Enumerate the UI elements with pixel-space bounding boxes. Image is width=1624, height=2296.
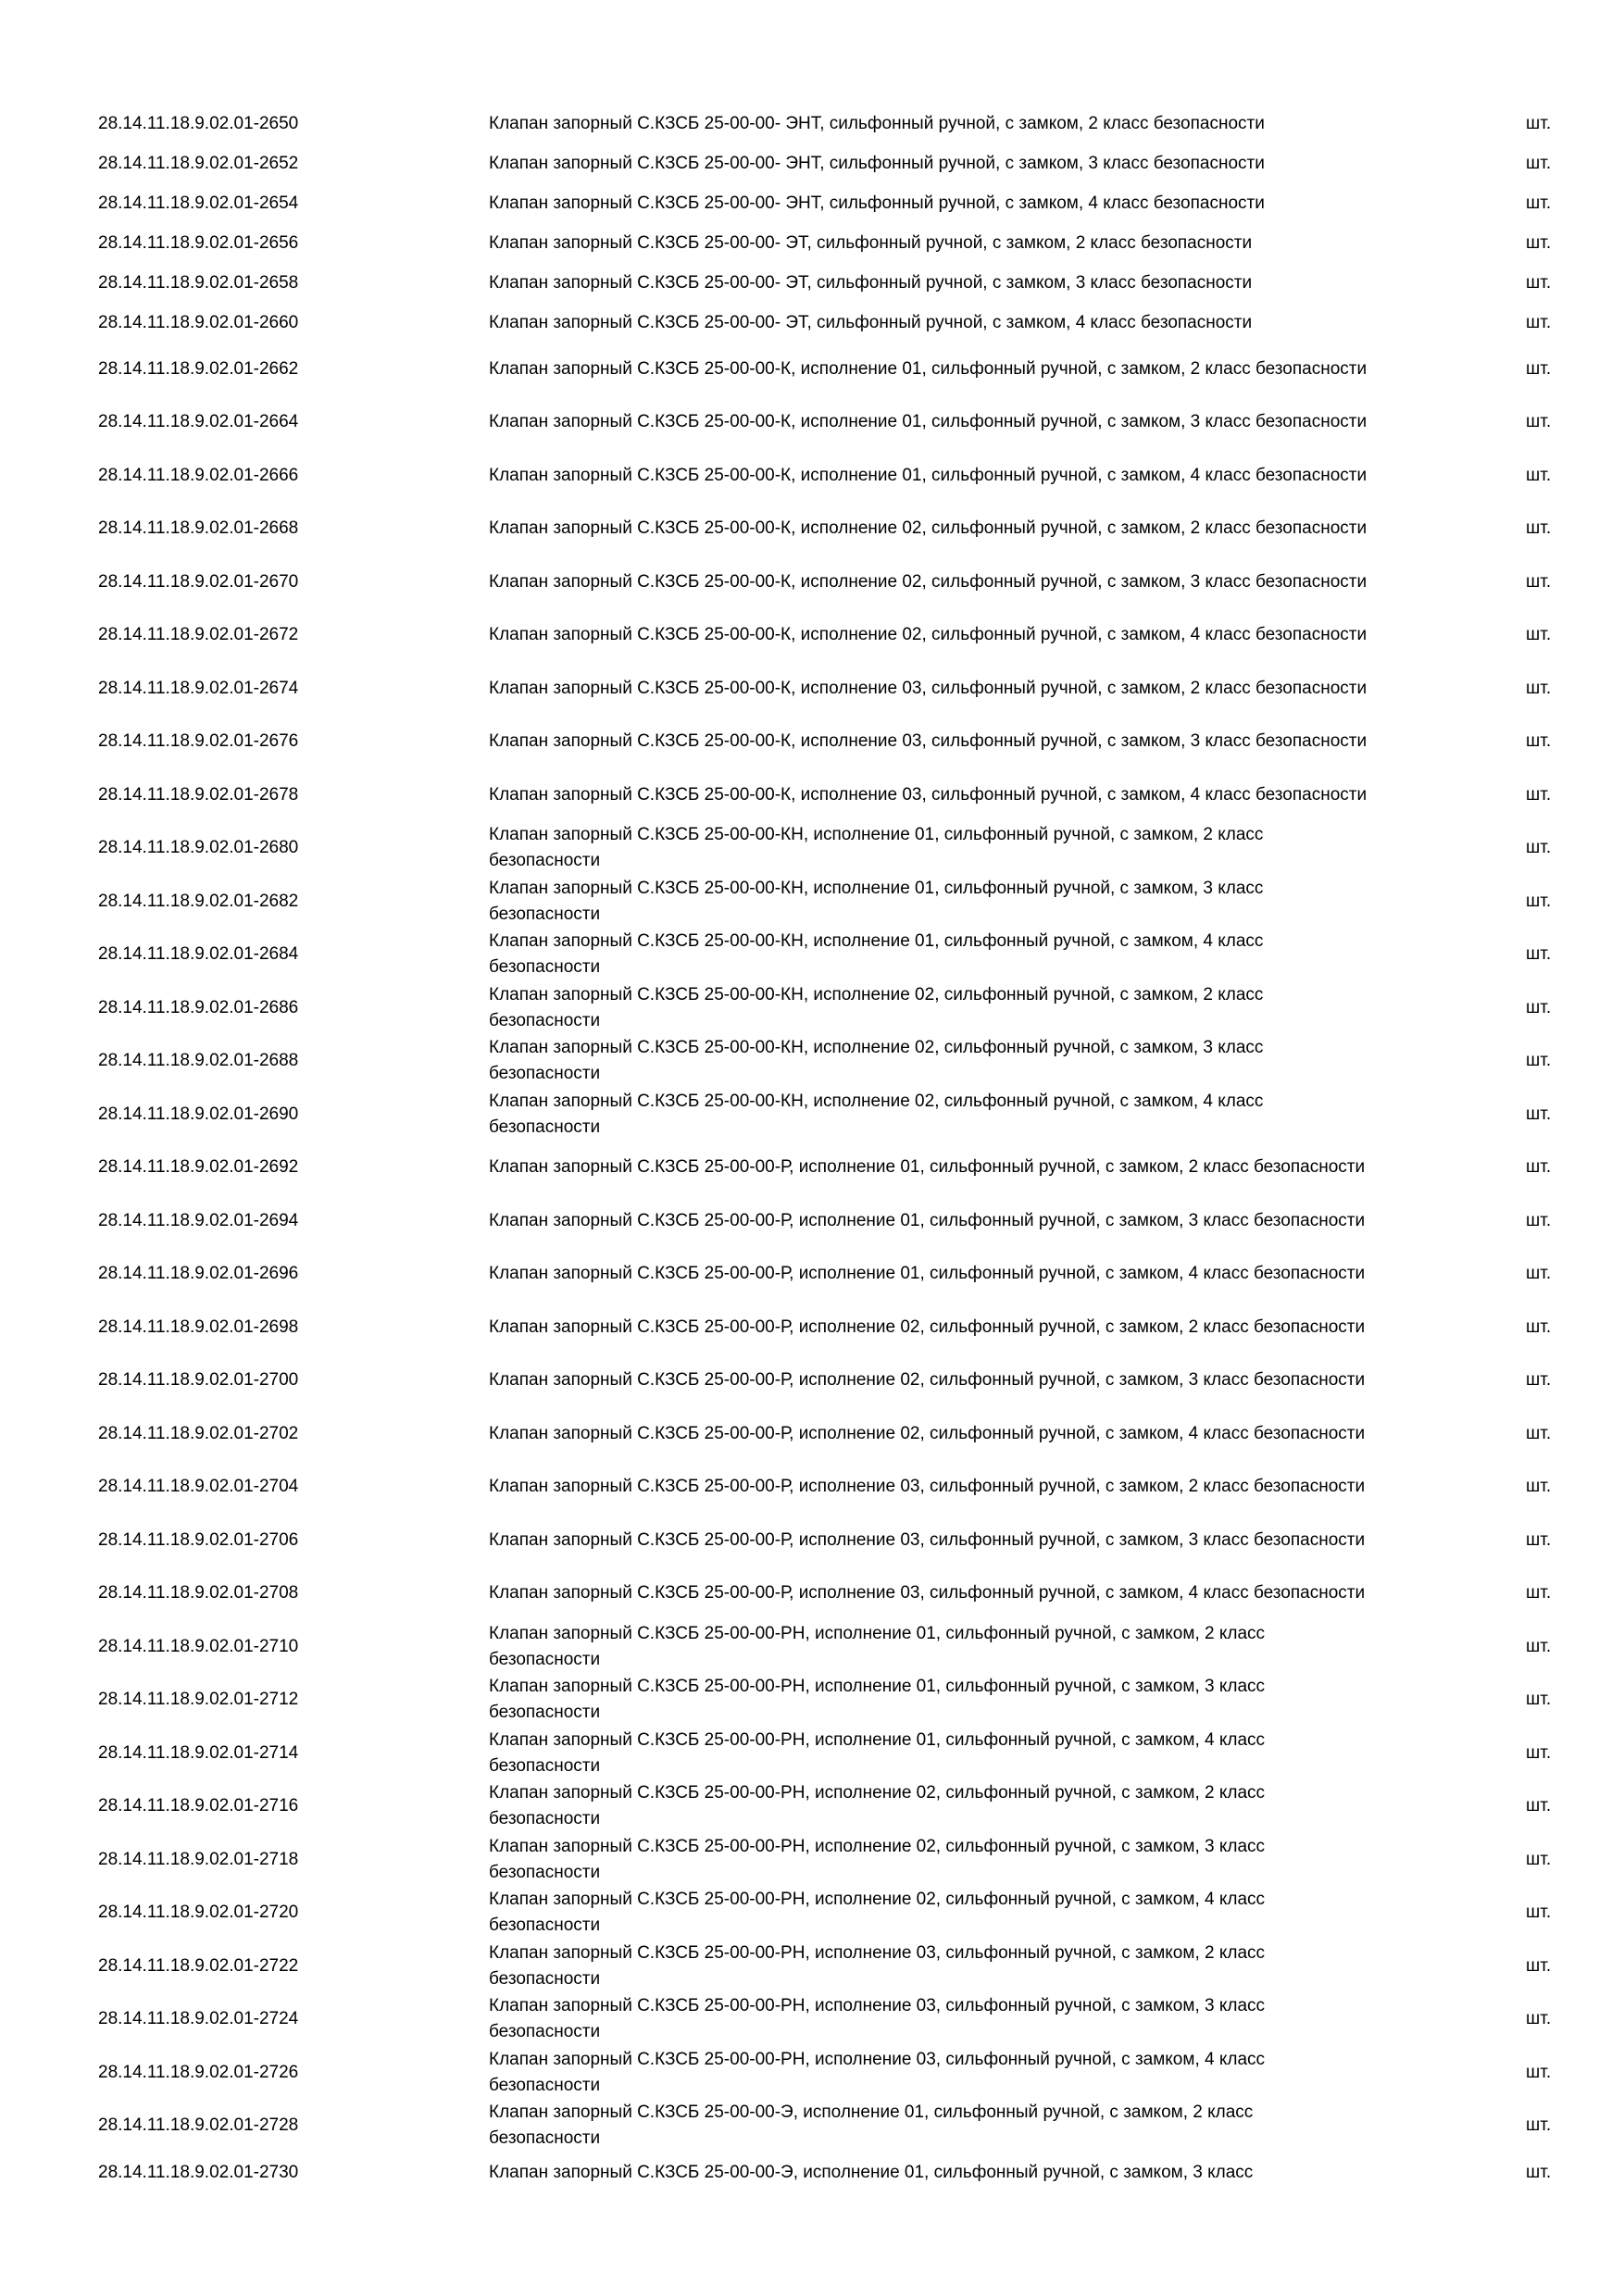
resource-code: 28.14.11.18.9.02.01-2688 [98,1051,299,1071]
unit-of-measure: шт. [1526,272,1552,293]
unit-of-measure: шт. [1526,465,1552,485]
resource-code: 28.14.11.18.9.02.01-2680 [98,838,299,858]
table-row [0,1035,1624,1089]
resource-code: 28.14.11.18.9.02.01-2714 [98,1742,299,1763]
table-row [0,555,1624,609]
resource-name: Клапан запорный С.КЗСБ 25-00-00-Р, исполнение 02, сильфонный ручной, с замком, 4 класс безопасности [489,1423,1366,1443]
table-row [0,768,1624,822]
table-row [0,1887,1624,1940]
resource-name: Клапан запорный С.КЗСБ 25-00-00-КН, исполнение 01, сильфонный ручной, с замком, 4 класс безопасности [489,931,1264,978]
unit-of-measure: шт. [1526,944,1552,965]
unit-of-measure: шт. [1526,1955,1552,1976]
resource-code: 28.14.11.18.9.02.01-2672 [98,625,299,645]
unit-of-measure: шт. [1526,193,1552,213]
unit-of-measure: шт. [1526,1157,1552,1178]
unit-of-measure: шт. [1526,2009,1552,2029]
table-row [0,1567,1624,1621]
resource-name: Клапан запорный С.КЗСБ 25-00-00-КН, исполнение 02, сильфонный ручной, с замком, 2 класс безопасности [489,984,1264,1030]
resource-name: Клапан запорный С.КЗСБ 25-00-00-К, исполнение 03, сильфонный ручной, с замком, 3 класс безопасности [489,731,1368,752]
resource-name: Клапан запорный С.КЗСБ 25-00-00-Р, исполнение 02, сильфонный ручной, с замком, 3 класс безопасности [489,1370,1366,1391]
table-row [0,263,1624,303]
resource-code: 28.14.11.18.9.02.01-2708 [98,1583,299,1603]
table-row [0,1833,1624,1887]
resource-code: 28.14.11.18.9.02.01-2654 [98,193,299,213]
unit-of-measure: шт. [1526,1690,1552,1710]
table-row [0,503,1624,556]
unit-of-measure: шт. [1526,1849,1552,1869]
resource-name: Клапан запорный С.КЗСБ 25-00-00-РН, исполнение 02, сильфонный ручной, с замком, 4 класс безопасности [489,1890,1266,1936]
resource-code: 28.14.11.18.9.02.01-2718 [98,1849,299,1869]
unit-of-measure: шт. [1526,731,1552,752]
resource-code: 28.14.11.18.9.02.01-2662 [98,358,299,379]
resource-code: 28.14.11.18.9.02.01-2716 [98,1796,299,1816]
resource-code: 28.14.11.18.9.02.01-2656 [98,232,299,253]
resource-name: Клапан запорный С.КЗСБ 25-00-00-РН, исполнение 01, сильфонный ручной, с замком, 4 класс безопасности [489,1729,1266,1776]
resource-name: Клапан запорный С.КЗСБ 25-00-00-РН, исполнение 03, сильфонный ручной, с замком, 2 класс безопасности [489,1942,1266,1989]
resource-code: 28.14.11.18.9.02.01-2686 [98,997,299,1017]
resource-code: 28.14.11.18.9.02.01-2698 [98,1316,299,1337]
table-row [0,2046,1624,2100]
resource-code: 28.14.11.18.9.02.01-2706 [98,1529,299,1550]
table-row [0,183,1624,223]
resource-name: Клапан запорный С.КЗСБ 25-00-00-РН, исполнение 01, сильфонный ручной, с замком, 3 класс безопасности [489,1677,1266,1723]
resource-code: 28.14.11.18.9.02.01-2696 [98,1264,299,1284]
table-row [0,1620,1624,1674]
resource-code: 28.14.11.18.9.02.01-2678 [98,784,299,805]
unit-of-measure: шт. [1526,2062,1552,2082]
unit-of-measure: шт. [1526,997,1552,1017]
resource-code: 28.14.11.18.9.02.01-2700 [98,1370,299,1391]
resource-name: Клапан запорный С.КЗСБ 25-00-00- ЭТ, сильфонный ручной, с замком, 2 класс безопасности [489,232,1253,253]
table-row [0,1674,1624,1728]
table-row [0,2100,1624,2153]
table-row [0,1461,1624,1515]
table-row [0,1727,1624,1780]
unit-of-measure: шт. [1526,1796,1552,1816]
unit-of-measure: шт. [1526,2162,1552,2182]
unit-of-measure: шт. [1526,1316,1552,1337]
resource-code: 28.14.11.18.9.02.01-2712 [98,1690,299,1710]
resource-name: Клапан запорный С.КЗСБ 25-00-00-КН, исполнение 02, сильфонный ручной, с замком, 3 класс безопасности [489,1038,1264,1084]
unit-of-measure: шт. [1526,113,1552,133]
unit-of-measure: шт. [1526,1742,1552,1763]
resource-code: 28.14.11.18.9.02.01-2694 [98,1210,299,1230]
table-row [0,449,1624,503]
table-row [0,1194,1624,1248]
resource-name: Клапан запорный С.КЗСБ 25-00-00-К, исполнение 01, сильфонный ручной, с замком, 2 класс безопасности [489,358,1368,379]
unit-of-measure: шт. [1526,1903,1552,1923]
unit-of-measure: шт. [1526,1104,1552,1124]
resource-name: Клапан запорный С.КЗСБ 25-00-00-Р, исполнение 02, сильфонный ручной, с замком, 2 класс безопасности [489,1316,1366,1337]
resource-name: Клапан запорный С.КЗСБ 25-00-00-К, исполнение 01, сильфонный ручной, с замком, 4 класс безопасности [489,465,1368,485]
resource-code: 28.14.11.18.9.02.01-2676 [98,731,299,752]
unit-of-measure: шт. [1526,1051,1552,1071]
table-row [0,1301,1624,1354]
resource-name: Клапан запорный С.КЗСБ 25-00-00-К, исполнение 03, сильфонный ручной, с замком, 2 класс безопасности [489,678,1368,698]
table-row [0,1248,1624,1302]
table-row [0,1407,1624,1461]
resource-code: 28.14.11.18.9.02.01-2664 [98,412,299,432]
unit-of-measure: шт. [1526,2115,1552,2136]
resource-code: 28.14.11.18.9.02.01-2702 [98,1423,299,1443]
resource-name: Клапан запорный С.КЗСБ 25-00-00-РН, исполнение 02, сильфонный ручной, с замком, 3 класс безопасности [489,1836,1266,1882]
resource-code: 28.14.11.18.9.02.01-2730 [98,2162,299,2182]
resource-name: Клапан запорный С.КЗСБ 25-00-00-РН, исполнение 03, сильфонный ручной, с замком, 4 класс безопасности [489,2049,1266,2095]
table-row [0,929,1624,982]
resource-code: 28.14.11.18.9.02.01-2650 [98,113,299,133]
unit-of-measure: шт. [1526,153,1552,173]
resource-name: Клапан запорный С.КЗСБ 25-00-00- ЭТ, сильфонный ручной, с замком, 4 класс безопасности [489,312,1253,332]
table-row [0,1142,1624,1195]
resource-name: Клапан запорный С.КЗСБ 25-00-00-К, исполнение 02, сильфонный ручной, с замком, 3 класс безопасности [489,571,1368,592]
table-row [0,609,1624,663]
resource-name: Клапан запорный С.КЗСБ 25-00-00-Р, исполнение 03, сильфонный ручной, с замком, 2 класс безопасности [489,1477,1366,1497]
resource-code: 28.14.11.18.9.02.01-2710 [98,1636,299,1656]
table-row [0,875,1624,929]
table-row [0,981,1624,1035]
table-row [0,1514,1624,1567]
resource-name: Клапан запорный С.КЗСБ 25-00-00- ЭНТ, сильфонный ручной, с замком, 4 класс безопасности [489,193,1265,213]
resource-name: Клапан запорный С.КЗСБ 25-00-00-К, исполнение 02, сильфонный ручной, с замком, 4 класс безопасности [489,625,1368,645]
resource-code: 28.14.11.18.9.02.01-2660 [98,312,299,332]
resource-code: 28.14.11.18.9.02.01-2728 [98,2115,299,2136]
resource-code: 28.14.11.18.9.02.01-2682 [98,891,299,911]
unit-of-measure: шт. [1526,891,1552,911]
resource-code: 28.14.11.18.9.02.01-2690 [98,1104,299,1124]
resource-code: 28.14.11.18.9.02.01-2692 [98,1157,299,1178]
resource-code: 28.14.11.18.9.02.01-2704 [98,1477,299,1497]
unit-of-measure: шт. [1526,1210,1552,1230]
resource-code: 28.14.11.18.9.02.01-2658 [98,272,299,293]
document-page [0,104,1624,2192]
resource-name: Клапан запорный С.КЗСБ 25-00-00-РН, исполнение 03, сильфонный ручной, с замком, 3 класс безопасности [489,1996,1266,2042]
resource-name: Клапан запорный С.КЗСБ 25-00-00-КН, исполнение 01, сильфонный ручной, с замком, 3 класс безопасности [489,878,1264,924]
unit-of-measure: шт. [1526,518,1552,539]
table-row [0,104,1624,144]
resource-code: 28.14.11.18.9.02.01-2724 [98,2009,299,2029]
unit-of-measure: шт. [1526,678,1552,698]
resource-code: 28.14.11.18.9.02.01-2726 [98,2062,299,2082]
table-row [0,822,1624,876]
unit-of-measure: шт. [1526,412,1552,432]
table-row [0,343,1624,396]
resource-name: Клапан запорный С.КЗСБ 25-00-00-Э, исполнение 01, сильфонный ручной, с замком, 2 класс безопасности [489,2103,1254,2149]
resource-name: Клапан запорный С.КЗСБ 25-00-00-Р, исполнение 01, сильфонный ручной, с замком, 4 класс безопасности [489,1264,1366,1284]
resource-name: Клапан запорный С.КЗСБ 25-00-00- ЭНТ, сильфонный ручной, с замком, 2 класс безопасности [489,113,1265,133]
resource-code: 28.14.11.18.9.02.01-2668 [98,518,299,539]
unit-of-measure: шт. [1526,1529,1552,1550]
table-row [0,1993,1624,2047]
unit-of-measure: шт. [1526,571,1552,592]
unit-of-measure: шт. [1526,358,1552,379]
resource-code: 28.14.11.18.9.02.01-2722 [98,1955,299,1976]
resource-name: Клапан запорный С.КЗСБ 25-00-00-КН, исполнение 01, сильфонный ручной, с замком, 2 класс безопасности [489,825,1264,871]
resource-name: Клапан запорный С.КЗСБ 25-00-00-К, исполнение 02, сильфонный ручной, с замком, 2 класс безопасности [489,518,1368,539]
unit-of-measure: шт. [1526,1477,1552,1497]
table-row [0,716,1624,769]
table-row [0,396,1624,450]
table-row [0,662,1624,716]
resource-name: Клапан запорный С.КЗСБ 25-00-00-Р, исполнение 03, сильфонный ручной, с замком, 4 класс безопасности [489,1583,1366,1603]
table-row [0,144,1624,183]
resource-name: Клапан запорный С.КЗСБ 25-00-00-КН, исполнение 02, сильфонный ручной, с замком, 4 класс безопасности [489,1091,1264,1137]
resource-name: Клапан запорный С.КЗСБ 25-00-00-РН, исполнение 02, сильфонный ручной, с замком, 2 класс безопасности [489,1783,1266,1829]
unit-of-measure: шт. [1526,1423,1552,1443]
unit-of-measure: шт. [1526,232,1552,253]
resource-name: Клапан запорный С.КЗСБ 25-00-00-К, исполнение 01, сильфонный ручной, с замком, 3 класс безопасности [489,412,1368,432]
table-row [0,1780,1624,1834]
unit-of-measure: шт. [1526,1264,1552,1284]
resource-name: Клапан запорный С.КЗСБ 25-00-00-Р, исполнение 01, сильфонный ручной, с замком, 3 класс безопасности [489,1210,1366,1230]
unit-of-measure: шт. [1526,1636,1552,1656]
unit-of-measure: шт. [1526,838,1552,858]
resource-name: Клапан запорный С.КЗСБ 25-00-00- ЭТ, сильфонный ручной, с замком, 3 класс безопасности [489,272,1253,293]
resource-name: Клапан запорный С.КЗСБ 25-00-00- ЭНТ, сильфонный ручной, с замком, 3 класс безопасности [489,153,1265,173]
table-row [0,1354,1624,1408]
table-row [0,1940,1624,1993]
resource-name: Клапан запорный С.КЗСБ 25-00-00-РН, исполнение 01, сильфонный ручной, с замком, 2 класс безопасности [489,1623,1266,1669]
resource-name: Клапан запорный С.КЗСБ 25-00-00-Э, исполнение 01, сильфонный ручной, с замком, 3 класс [489,2162,1254,2182]
table-row [0,1088,1624,1142]
unit-of-measure: шт. [1526,784,1552,805]
unit-of-measure: шт. [1526,625,1552,645]
table-row [0,223,1624,263]
resource-code: 28.14.11.18.9.02.01-2720 [98,1903,299,1923]
resource-code: 28.14.11.18.9.02.01-2652 [98,153,299,173]
unit-of-measure: шт. [1526,1370,1552,1391]
resource-name: Клапан запорный С.КЗСБ 25-00-00-Р, исполнение 03, сильфонный ручной, с замком, 3 класс безопасности [489,1529,1366,1550]
resource-code: 28.14.11.18.9.02.01-2684 [98,944,299,965]
resource-name: Клапан запорный С.КЗСБ 25-00-00-Р, исполнение 01, сильфонный ручной, с замком, 2 класс безопасности [489,1157,1366,1178]
table-row [0,303,1624,343]
resource-code: 28.14.11.18.9.02.01-2666 [98,465,299,485]
resource-code: 28.14.11.18.9.02.01-2670 [98,571,299,592]
resource-name: Клапан запорный С.КЗСБ 25-00-00-К, исполнение 03, сильфонный ручной, с замком, 4 класс безопасности [489,784,1368,805]
resource-code: 28.14.11.18.9.02.01-2674 [98,678,299,698]
unit-of-measure: шт. [1526,312,1552,332]
unit-of-measure: шт. [1526,1583,1552,1603]
table-row [0,2152,1624,2192]
